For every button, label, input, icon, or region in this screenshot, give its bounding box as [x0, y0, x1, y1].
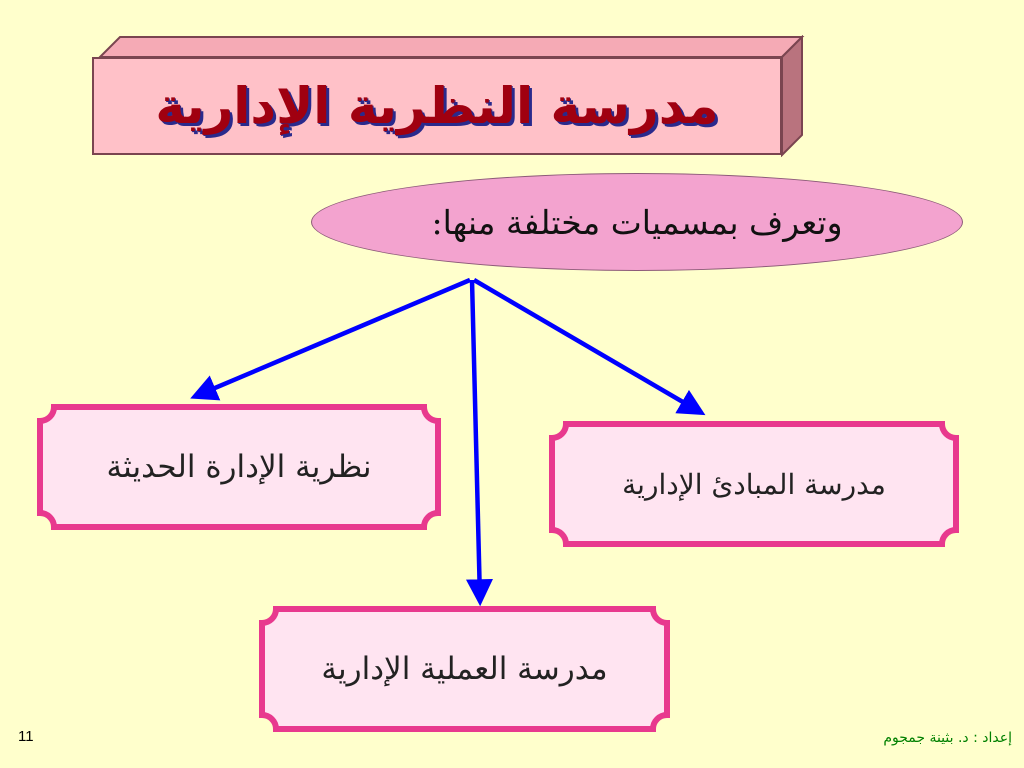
left-box-label: نظرية الإدارة الحديثة — [106, 449, 372, 485]
arrow-to-left-box — [196, 280, 470, 396]
bottom-box-label: مدرسة العملية الإدارية — [321, 651, 608, 687]
arrow-to-right-box — [474, 280, 700, 412]
right-box-label: مدرسة المبادئ الإدارية — [622, 467, 886, 501]
intro-oval: وتعرف بمسميات مختلفة منها: — [311, 173, 963, 271]
page-number: 11 — [18, 728, 34, 745]
arrow-to-bottom-box — [472, 280, 480, 600]
author-credit: إعداد : د. بثينة جمجوم — [883, 730, 1012, 746]
slide-title: مدرسة النظرية الإدارية — [155, 77, 719, 135]
